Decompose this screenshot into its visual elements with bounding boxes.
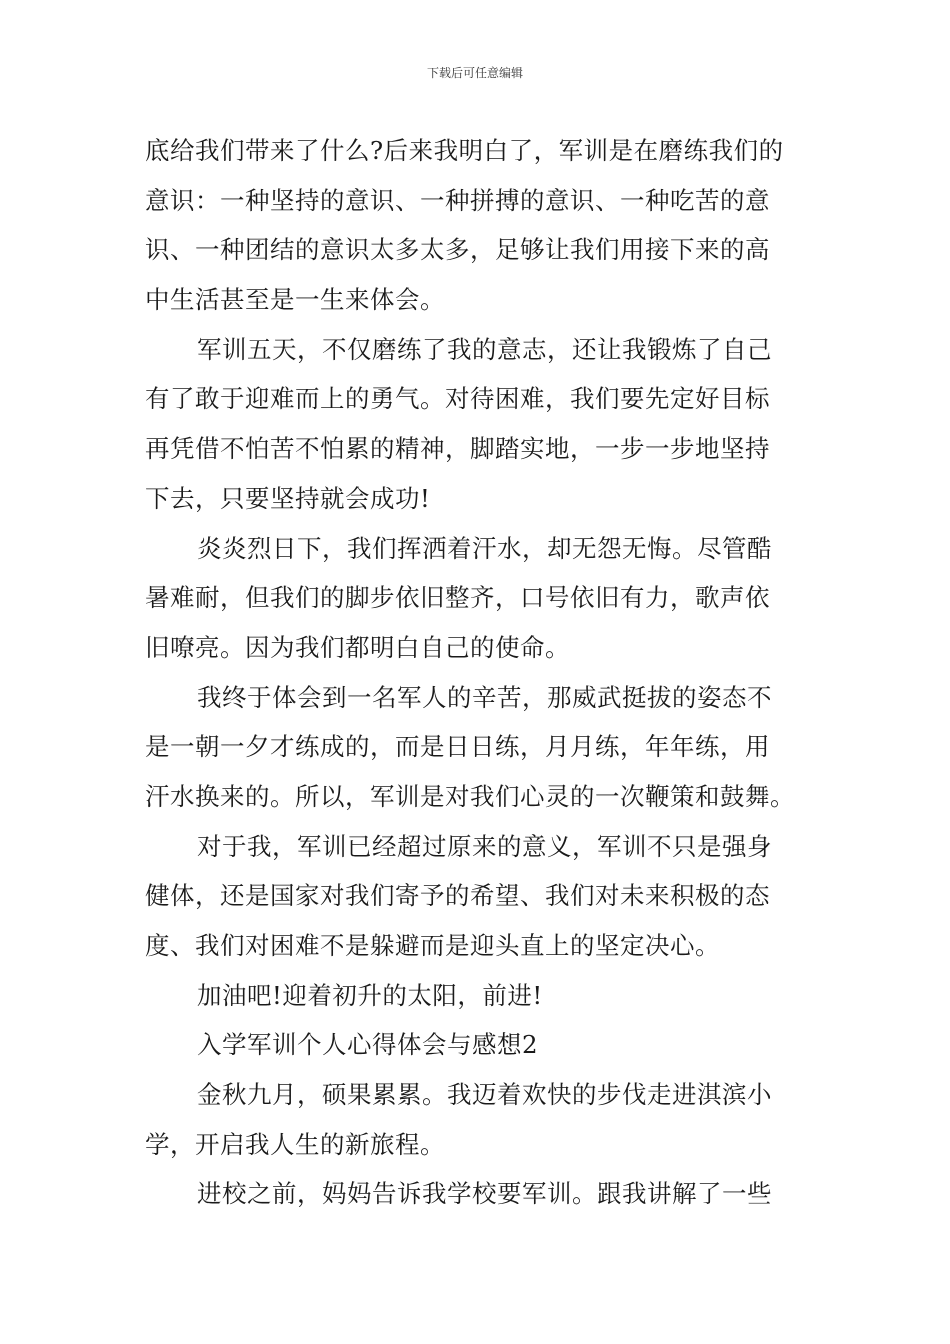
text-line: 意识：一种坚持的意识、一种拼搏的意识、一种吃苦的意	[145, 185, 770, 215]
text-line: 有了敢于迎难而上的勇气。对待困难，我们要先定好目标	[145, 384, 770, 414]
text-line: 进校之前，妈妈告诉我学校要军训。跟我讲解了一些	[197, 1179, 772, 1209]
document-body	[145, 126, 810, 1219]
text-line: 再凭借不怕苦不怕累的精神，脚踏实地，一步一步地坚持	[145, 434, 770, 464]
text-line: 暑难耐，但我们的脚步依旧整齐，口号依旧有力，歌声依	[145, 583, 770, 613]
page-header: 下载后可任意编辑	[426, 66, 523, 80]
text-line: 学，开启我人生的新旅程。	[145, 1129, 445, 1159]
text-line: 对于我，军训已经超过原来的意义，军训不只是强身	[197, 831, 772, 861]
text-line: 汗水换来的。所以，军训是对我们心灵的一次鞭策和鼓舞。	[145, 781, 795, 811]
text-line: 军训五天，不仅磨练了我的意志，还让我锻炼了自己	[197, 334, 772, 364]
text-line: 是一朝一夕才练成的，而是日日练，月月练，年年练，用	[145, 732, 770, 762]
text-line: 下去，只要坚持就会成功!	[145, 483, 431, 513]
text-line: 识、一种团结的意识太多太多，足够让我们用接下来的高	[145, 235, 770, 265]
text-line: 旧嘹亮。因为我们都明白自己的使命。	[145, 632, 570, 662]
text-line: 炎炎烈日下，我们挥洒着汗水，却无怨无悔。尽管酷	[197, 533, 772, 563]
text-line: 我终于体会到一名军人的辛苦，那威武挺拔的姿态不	[197, 682, 772, 712]
text-line: 底给我们带来了什么?后来我明白了，军训是在磨练我们的	[145, 136, 784, 165]
text-line: 金秋九月，硕果累累。我迈着欢快的步伐走进淇滨小	[197, 1080, 772, 1110]
text-line: 加油吧!迎着初升的太阳，前进!	[197, 980, 543, 1010]
text-line: 入学军训个人心得体会与感想2	[197, 1030, 539, 1060]
text-line: 度、我们对困难不是躲避而是迎头直上的坚定决心。	[145, 931, 720, 960]
text-line: 中生活甚至是一生来体会。	[145, 285, 445, 315]
text-line: 健体，还是国家对我们寄予的希望、我们对未来积极的态	[145, 881, 770, 911]
